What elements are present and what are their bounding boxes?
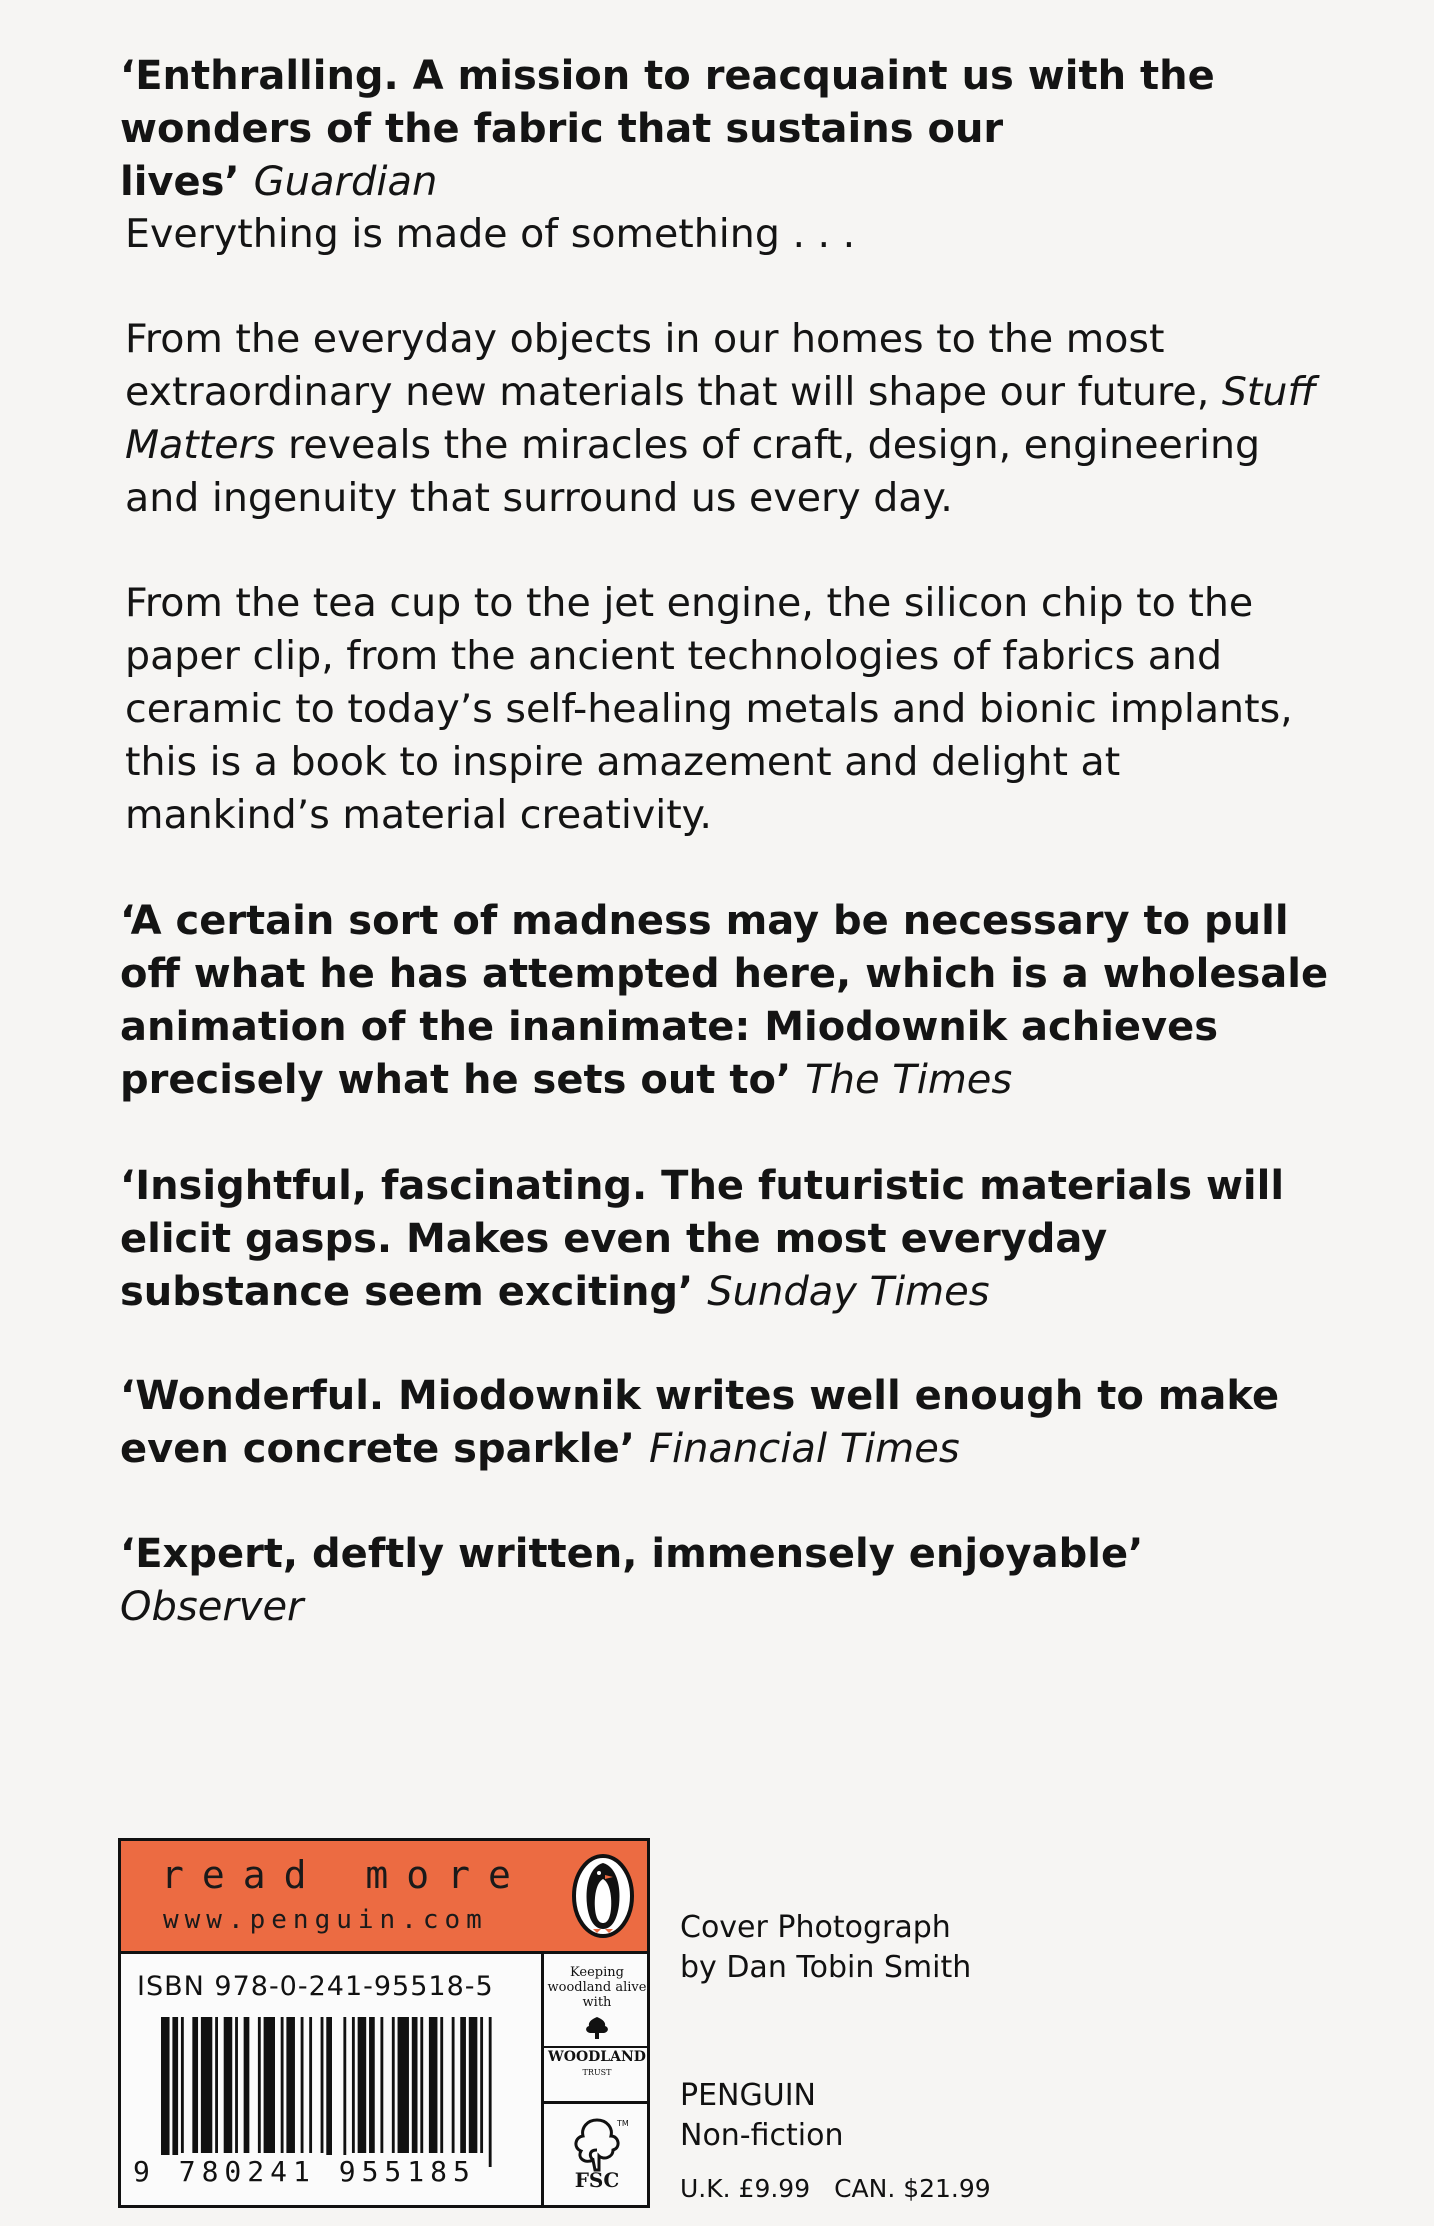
barcode-bar	[326, 2017, 332, 2167]
cover-credits	[680, 1908, 971, 1988]
barcode-panel	[118, 1838, 650, 2208]
barcode-bar	[281, 2017, 284, 2153]
barcode-bar	[258, 2017, 261, 2153]
review-source: Financial Times	[648, 1426, 960, 1472]
review-quote-times: ‘A certain sort of madness may be necessary to pull off what he has attempted here, which is a wholesale animation of the inanimate: Miodownik achieves precisely what he sets out to’ The Times	[120, 898, 1329, 1103]
review-source: Guardian	[253, 159, 438, 205]
eco-logos	[541, 1951, 650, 2205]
review-quote-sunday-times: ‘Insightful, fascinating. The futuristic materials will elicit gasps. Makes even the most everyday substance seem exciting’ Sunday Times	[120, 1163, 1285, 1315]
review-quote-guardian: ‘Enthralling. A mission to reacquaint us with the wonders of the fabric that sustains our lives’ Guardian	[120, 53, 1215, 205]
trademark-mark: TM	[617, 2119, 629, 2128]
barcode-bar	[392, 2017, 395, 2153]
tree-icon	[582, 2016, 612, 2040]
book-title: Stuff Matters	[125, 369, 1316, 468]
woodland-trust-text: TRUST	[582, 2068, 612, 2077]
barcode-digits: 9 780241 955185	[133, 2155, 476, 2188]
fsc-logo	[544, 2104, 650, 2205]
barcode-bar	[440, 2017, 443, 2153]
barcode-bar	[369, 2017, 375, 2153]
barcode-bar	[489, 2017, 492, 2167]
barcode-bar	[309, 2017, 312, 2153]
barcode-bar	[429, 2017, 438, 2153]
barcode-bar	[452, 2017, 455, 2153]
barcode-bar	[224, 2017, 233, 2153]
read-more-banner	[121, 1841, 647, 1954]
read-more-title: read more	[161, 1853, 529, 1897]
barcode-bar	[235, 2017, 238, 2153]
book-category: Non-fiction	[680, 2118, 844, 2153]
fsc-tree-icon	[567, 2116, 627, 2172]
barcode-bar	[480, 2017, 483, 2153]
barcode-bar	[192, 2017, 198, 2153]
barcode-bar	[286, 2017, 295, 2153]
price-can: CAN. $21.99	[834, 2174, 991, 2203]
barcode-bar	[244, 2017, 250, 2153]
barcode-bar	[398, 2017, 409, 2153]
barcode-bar	[352, 2017, 355, 2153]
barcode-bar	[343, 2017, 346, 2167]
publisher-name: PENGUIN	[680, 2078, 816, 2113]
review-source: The Times	[805, 1057, 1013, 1103]
blurb-paragraph-2: From the tea cup to the jet engine, the silicon chip to the paper clip, from the ancient technologies of fabrics and ceramic to today’s self-healing metals and bionic implants, this is a book to inspire amazement and delight at mankind’s material creativity.	[125, 580, 1293, 838]
barcode-bar	[469, 2017, 478, 2153]
price-line	[680, 2174, 991, 2203]
barcode-bar	[201, 2017, 212, 2153]
barcode-bar	[412, 2017, 418, 2153]
barcode-bar	[420, 2017, 423, 2153]
barcode-bar	[301, 2017, 304, 2153]
fsc-label: FSC	[574, 2168, 620, 2192]
barcode-bar	[358, 2017, 367, 2153]
isbn-number: ISBN 978-0-241-95518-5	[137, 1971, 494, 2002]
price-uk: U.K. £9.99	[680, 2174, 811, 2203]
barcode-bar	[172, 2017, 178, 2167]
publisher-block	[680, 2076, 844, 2156]
review-quote-financial-times: ‘Wonderful. Miodownik writes well enough to make even concrete sparkle’ Financial Times	[120, 1373, 1280, 1472]
barcode-bar	[161, 2017, 170, 2167]
barcode-icon	[161, 2017, 503, 2167]
blurb-paragraph-1: From the everyday objects in our homes to the most extraordinary new materials that will shape our future, Stuff Matters reveals the miracles of craft, design, engineering and ingenuity that surround us every day.	[125, 316, 1316, 521]
penguin-url: www.penguin.com	[163, 1905, 488, 1935]
barcode-bar	[321, 2017, 324, 2153]
review-source: Observer	[120, 1584, 304, 1630]
woodland-keep-text: Keeping woodland alive with	[547, 1965, 647, 2010]
woodland-trust-logo	[544, 1951, 650, 2104]
review-source: Sunday Times	[707, 1269, 990, 1315]
penguin-logo-icon	[571, 1853, 635, 1939]
barcode-bar	[264, 2017, 275, 2153]
barcode-bar	[215, 2017, 218, 2153]
barcode-bar	[460, 2017, 466, 2153]
review-quote-observer: ‘Expert, deftly written, immensely enjoyable’ Observer	[120, 1531, 1144, 1630]
credit-line-2: by Dan Tobin Smith	[680, 1950, 972, 1985]
barcode-bar	[380, 2017, 383, 2153]
credit-line-1: Cover Photograph	[680, 1910, 951, 1945]
woodland-name: WOODLAND	[544, 2046, 650, 2065]
barcode-bar	[181, 2017, 184, 2153]
tagline: Everything is made of something . . .	[125, 211, 856, 257]
